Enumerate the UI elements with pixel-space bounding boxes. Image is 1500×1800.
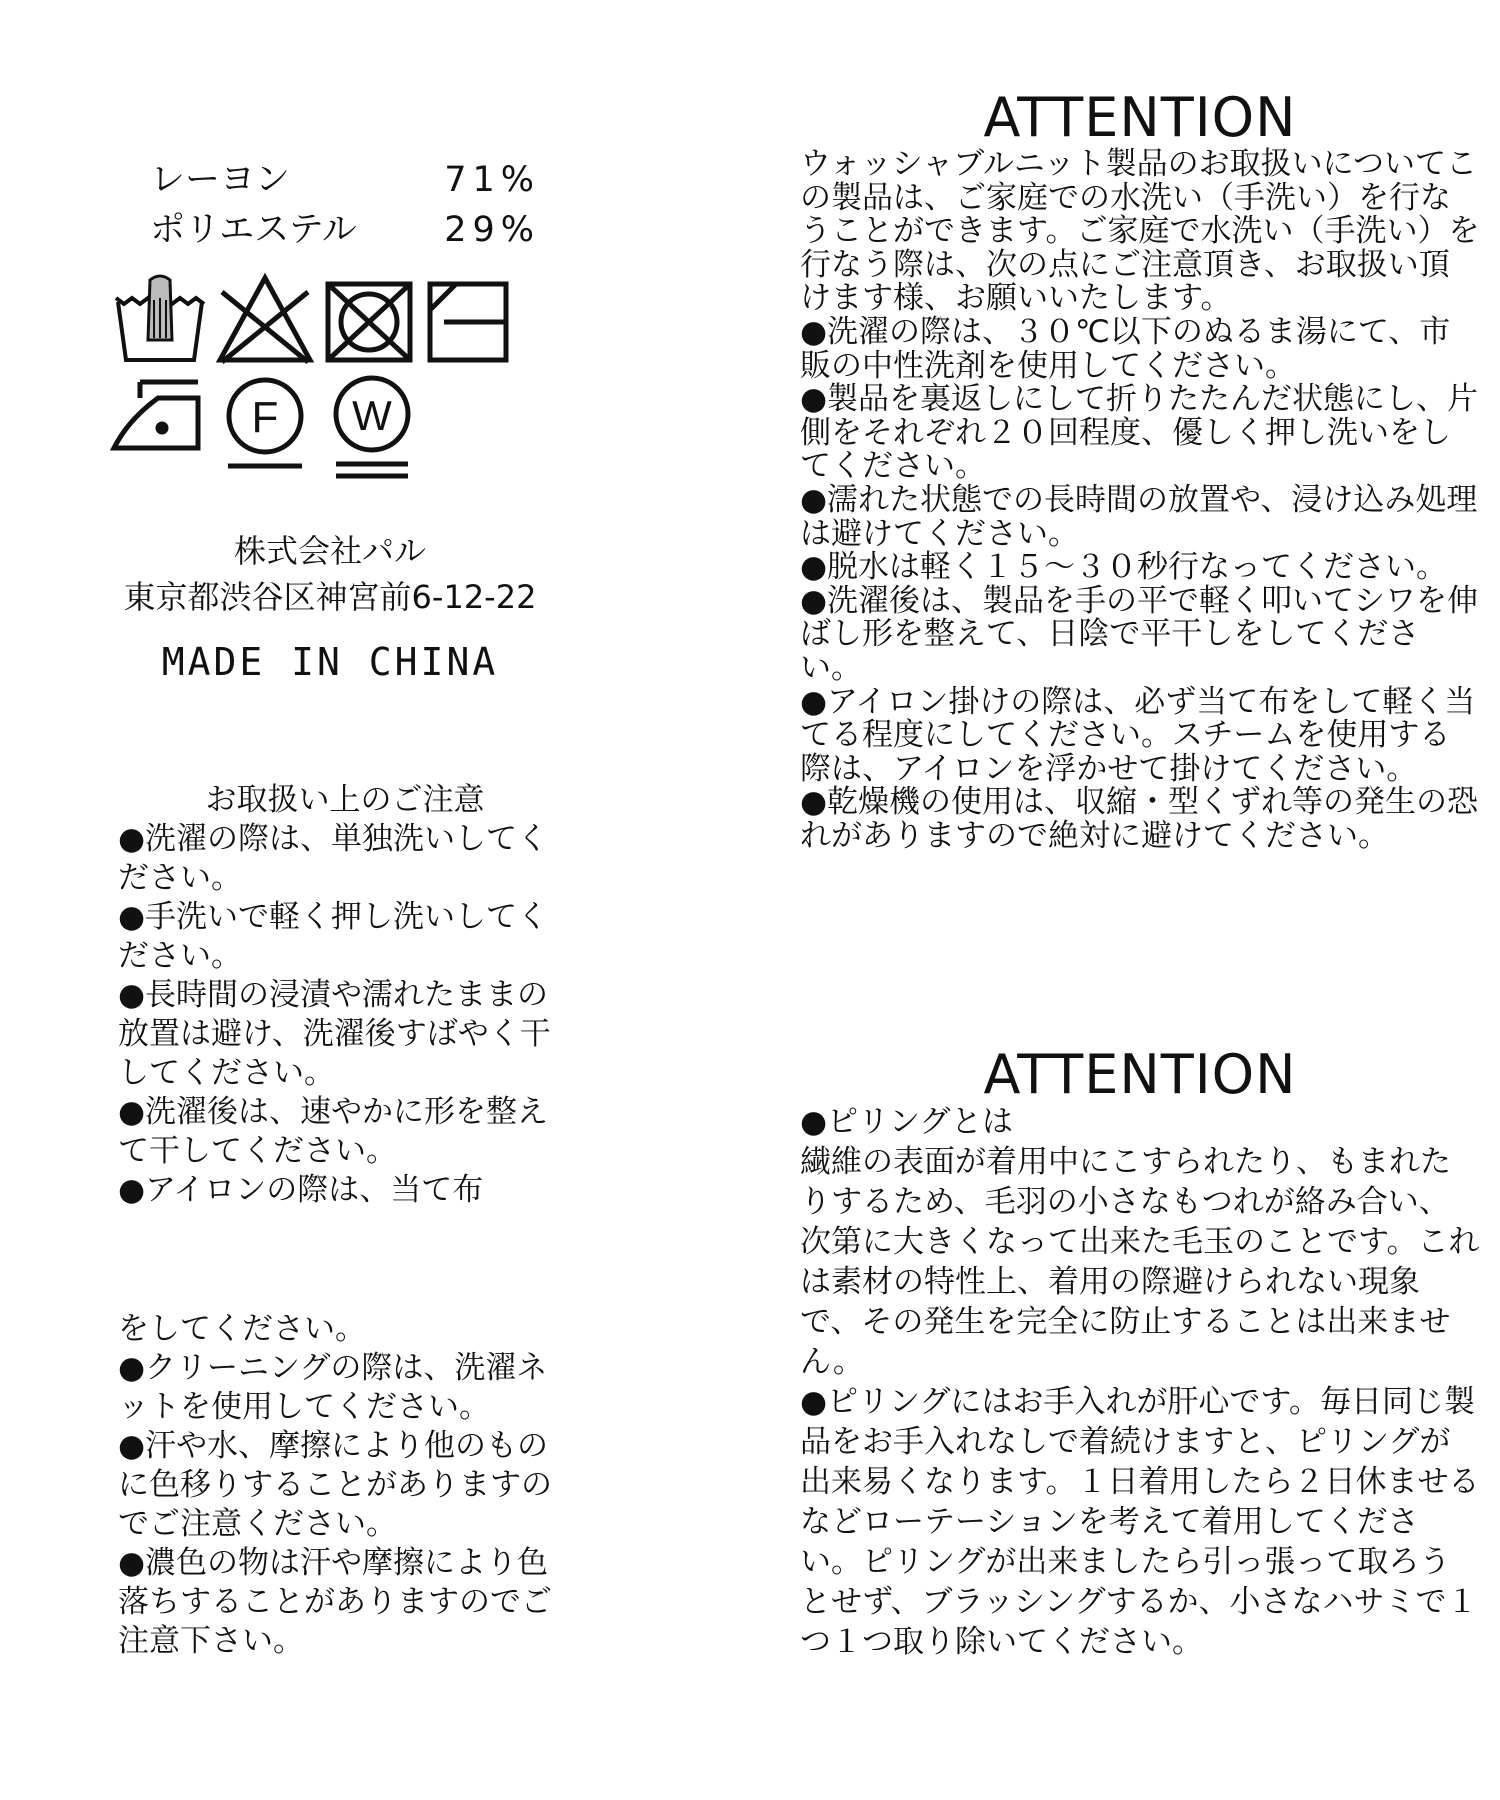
attention-body-2 (800, 1102, 1480, 1662)
handling-notes-part2 (118, 1310, 558, 1661)
company-info (90, 528, 570, 620)
company-name: 株式会社パル (233, 532, 426, 570)
handling-notes-part1 (118, 820, 558, 1210)
hand-wash-icon (116, 276, 204, 360)
composition-row (150, 205, 540, 255)
attention-title-2: ATTENTION (983, 1043, 1297, 1106)
care-symbols (110, 270, 550, 490)
company-address: 東京都渋谷区神宮前6-12-22 (123, 578, 537, 616)
handling-note: ●汗や水、摩擦により他のものに色移りすることがありますのでご注意ください。 (118, 1428, 552, 1542)
attention-paragraph: ●製品を裏返しにして折りたたんだ状態にし、片側をそれぞれ２０回程度、優しく押し洗いをしてください。 (800, 381, 1479, 485)
iron-low-icon (114, 382, 198, 448)
handling-note: ●クリーニングの際は、洗濯ネットを使用してください。 (118, 1350, 548, 1425)
handling-note: ●洗濯の際は、単独洗いしてください。 (118, 821, 549, 896)
dry-clean-letter: F (251, 393, 279, 442)
attention-paragraph: ●乾燥機の使用は、収縮・型くずれ等の発生の恐れがありますので絶対に避けてください。 (800, 784, 1479, 854)
origin-label: MADE IN CHINA (161, 640, 499, 684)
handling-note: ●長時間の浸漬や濡れたままの放置は避け、洗濯後すばやく干してください。 (118, 977, 551, 1091)
attention-paragraph: ●洗濯後は、製品を手の平で軽く叩いてシワを伸ばし形を整えて、日陰で平干しをしてください。 (800, 582, 1479, 686)
fiber-composition (150, 155, 540, 255)
attention-title-1: ATTENTION (983, 86, 1297, 149)
fiber-percent: 29% (444, 210, 540, 250)
fiber-name: ポリエステル (150, 210, 357, 250)
attention-paragraph: ●ピリングとは (800, 1104, 1014, 1140)
attention-paragraph: ●ピリングにはお手入れが肝心です。毎日同じ製品をお手入れなしで着続けますと、ピリングが出来易くなります。１日着用したら２日休ませるなどローテーションを考えて着用してください。ピリングが出来ましたら引っ張って取ろうとせず、ブラッシングするか、小さなハサミで１つ１つ取り除いてください。 (800, 1384, 1480, 1660)
no-bleach-icon (220, 278, 310, 362)
composition-row (150, 155, 540, 205)
attention-body-1 (800, 148, 1480, 853)
dry-flat-shade-icon (430, 284, 506, 360)
dry-clean-f-icon (228, 380, 302, 466)
attention-paragraph: ●脱水は軽く１５～３０秒行なってください。 (800, 549, 1448, 586)
attention-paragraph: ●濡れた状態での長時間の放置や、浸け込み処理は避けてください。 (800, 481, 1478, 552)
wet-clean-w-icon (336, 378, 408, 476)
wet-clean-letter: W (352, 392, 392, 439)
fiber-name: レーヨン (150, 160, 291, 200)
no-tumble-dry-icon (328, 284, 410, 360)
handling-note: ●アイロンの際は、当て布 (118, 1172, 484, 1208)
fiber-percent: 71% (444, 160, 540, 200)
handling-note: をしてください。 (118, 1311, 366, 1347)
attention-paragraph: ●アイロン掛けの際は、必ず当て布をして軽く当てる程度にしてください。スチームを使用する際は、アイロンを浮かせて掛けてください。 (800, 683, 1476, 787)
handling-title: お取扱い上のご注意 (205, 782, 485, 818)
handling-note: ●洗濯後は、速やかに形を整えて干してください。 (118, 1094, 549, 1169)
handling-note: ●濃色の物は汗や摩擦により色落ちすることがありますのでご注意下さい。 (118, 1545, 552, 1659)
attention-paragraph: ウォッシャブルニット製品のお取扱いについてこの製品は、ご家庭での水洗い（手洗い）を行なうことができます。ご家庭で水洗い（手洗い）を行なう際は、次の点にご注意頂き、お取扱い頂けます様、お願いいたします。 (800, 146, 1480, 317)
attention-paragraph: ●洗濯の際は、３０℃以下のぬるま湯にて、市販の中性洗剤を使用してください。 (800, 313, 1451, 384)
handling-note: ●手洗いで軽く押し洗いしてください。 (118, 899, 549, 974)
attention-paragraph: 繊維の表面が着用中にこすられたり、もまれたりするため、毛羽の小さなもつれが絡み合い、次第に大きくなって出来た毛玉のことです。これは素材の特性上、着用の際避けられない現象で、その発生を完全に防止することは出来ません。 (800, 1144, 1480, 1380)
